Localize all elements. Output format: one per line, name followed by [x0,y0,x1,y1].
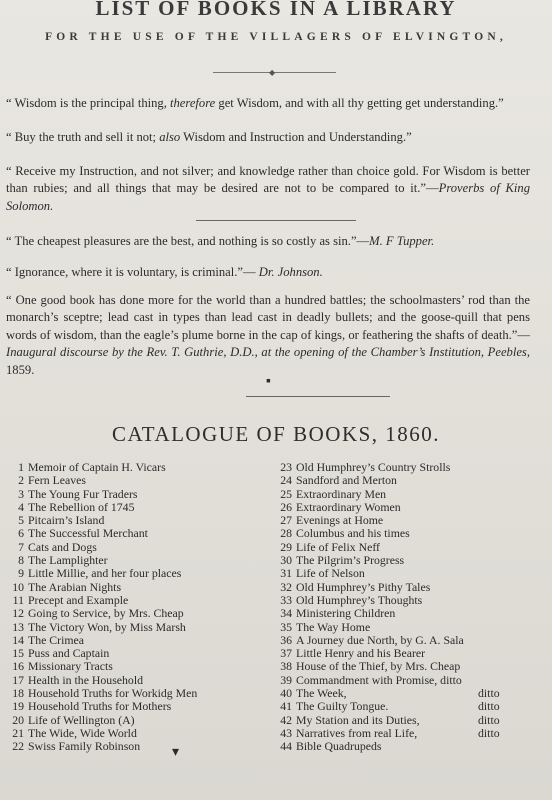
entry-title: The Arabian Nights [28,579,122,594]
entry-number: 20 [12,712,24,727]
entry-number: 25 [280,486,292,501]
entry-ditto: ditto [478,712,500,727]
entry-number: 18 [12,686,24,701]
entry-title: Columbus and his times [296,526,410,541]
catalogue-entry [8,727,276,740]
entry-title: The Way Home [296,619,371,634]
entry-number: 1 [18,460,24,474]
catalogue-entry [8,621,276,634]
catalogue-entry [274,501,546,514]
entry-title: Ministering Children [296,606,396,621]
entry-number: 24 [280,473,292,488]
page-title: LIST OF BOOKS IN A LIBRARY [95,0,457,20]
catalogue-entry [8,607,276,620]
entry-title: Health in the Household [28,672,143,687]
section-divider [246,396,390,397]
entry-number: 3 [18,486,24,501]
catalogue-entry [274,647,546,660]
entry-number: 15 [12,646,24,661]
entry-number: 32 [280,579,292,594]
catalogue-entry [8,461,276,474]
catalogue-entry [274,474,546,487]
entry-number: 12 [12,606,24,621]
entry-number: 41 [280,699,292,714]
entry-number: 14 [12,632,24,647]
catalogue-entry [274,581,546,594]
entry-title: Life of Wellington (A) [28,712,135,727]
entry-title: Life of Nelson [296,566,365,581]
catalogue-entry [274,740,546,753]
entry-number: 17 [12,672,24,687]
quote-johnson: “ Ignorance, where it is voluntary, is criminal.”— Dr. Johnson. [6,265,323,279]
entry-number: 38 [280,659,292,674]
catalogue-entry [8,700,276,713]
catalogue-entry [274,714,546,727]
catalogue-entry [274,634,546,647]
entry-number: 35 [280,619,292,634]
ink-mark: ▾ [172,745,180,760]
entry-number: 11 [12,592,24,607]
catalogue-entry [8,674,276,687]
catalogue-entry [8,594,276,607]
catalogue-entry [8,501,276,514]
entry-title: The Crimea [28,632,85,647]
catalogue-left-column [8,461,276,754]
entry-title: Memoir of Captain H. Vicars [28,460,166,474]
catalogue-entry [8,488,276,501]
entry-number: 44 [280,739,292,754]
catalogue-entry [8,527,276,540]
entry-title: Bible Quadrupeds [296,739,382,754]
catalogue-entry [274,527,546,540]
entry-title: Going to Service, by Mrs. Cheap [28,606,184,621]
entry-title: The Successful Merchant [28,526,148,541]
entry-number: 21 [12,725,24,740]
entry-title: Evenings at Home [296,513,384,528]
entry-ditto: ditto [478,725,500,740]
entry-title: Extraordinary Women [296,499,401,514]
catalogue-entry [274,621,546,634]
entry-title: Swiss Family Robinson [28,739,141,754]
entry-number: 16 [12,659,24,674]
entry-number: 5 [18,513,24,528]
entry-title: The Victory Won, by Miss Marsh [28,619,186,634]
catalogue-entry [8,687,276,700]
entry-title: Old Humphrey’s Country Strolls [296,460,451,474]
entry-number: 34 [280,606,292,621]
entry-title: The Lamplighter [28,553,108,568]
entry-title: Fern Leaves [28,473,86,488]
entry-number: 22 [12,739,24,754]
entry-number: 7 [18,539,24,554]
entry-number: 43 [280,725,292,740]
entry-title: The Wide, Wide World [28,725,137,740]
entry-title: Narratives from real Life, [296,725,418,740]
catalogue-entry [274,660,546,673]
catalogue-title: CATALOGUE OF BOOKS, 1860. [111,422,441,446]
entry-title: Pitcairn’s Island [28,513,105,528]
entry-number: 4 [18,499,24,514]
entry-title: The Guilty Tongue. [296,699,389,714]
catalogue-entry [8,581,276,594]
entry-number: 42 [280,712,292,727]
entry-title: Life of Felix Neff [296,539,380,554]
catalogue-entry [274,461,546,474]
entry-number: 10 [12,579,24,594]
entry-title: My Station and its Duties, [296,712,420,727]
entry-title: Missionary Tracts [28,659,113,674]
catalogue-entry [8,647,276,660]
entry-title: Sandford and Merton [296,473,397,488]
entry-number: 31 [280,566,292,581]
catalogue-entry [8,514,276,527]
entry-number: 8 [18,553,24,568]
quote-wisdom: “ Wisdom is the principal thing, therefore get Wisdom, and with all thy getting get understanding.” [6,96,504,110]
entry-number: 9 [18,566,24,581]
ornamental-rule [213,68,336,77]
catalogue-entry [8,660,276,673]
entry-number: 30 [280,553,292,568]
catalogue-entry [8,474,276,487]
entry-number: 33 [280,592,292,607]
catalogue-entry [274,567,546,580]
catalogue-entry [274,541,546,554]
entry-ditto: ditto [478,699,500,714]
ornament-icon: ◆ [269,68,276,77]
entry-number: 19 [12,699,24,714]
entry-title: The Young Fur Traders [28,486,138,501]
catalogue-entry [274,687,546,700]
entry-number: 26 [280,499,292,514]
entry-number: 29 [280,539,292,554]
quote-divider [196,220,356,221]
entry-number: 6 [18,526,24,541]
entry-title: A Journey due North, by G. A. Sala [296,632,464,647]
entry-number: 36 [280,632,292,647]
quote-truth: “ Buy the truth and sell it not; also Wisdom and Instruction and Understanding.” [6,130,412,144]
entry-number: 2 [18,473,24,488]
entry-number: 37 [280,646,292,661]
entry-title: Cats and Dogs [28,539,97,554]
catalogue-entry [274,607,546,620]
catalogue-entry [274,554,546,567]
catalogue-entry [274,514,546,527]
entry-title: Old Humphrey’s Pithy Tales [296,579,431,594]
entry-title: Commandment with Promise, ditto [296,672,462,687]
catalogue-entry [8,634,276,647]
quote-tupper: “ The cheapest pleasures are the best, and nothing is so costly as sin.”—M. F Tupper. [6,234,435,248]
catalogue-entry [274,674,546,687]
entry-title: Old Humphrey’s Thoughts [296,592,423,607]
catalogue-entry [8,554,276,567]
catalogue-entry [274,700,546,713]
entry-number: 23 [280,460,292,474]
entry-title: The Rebellion of 1745 [28,499,135,514]
catalogue-entry [274,488,546,501]
quote-guthrie: “ One good book has done more for the world than a hundred battles; the schoolmasters’ rod than the monarch’s sceptre; lead cast in types than lead cast in deadly bullets; and the goose-quill that pens words of wisdom, than the eagle’s plume borne in the cap of kings, or feathering the shafts of death.”—Inaugural discourse by the Rev. T. Guthrie, D.D., at the opening of the Chamber’s Institution, Peebles, 1859. [6,293,530,377]
entry-title: Little Millie, and her four places [28,566,182,581]
catalogue-right-column [274,461,546,754]
entry-number: 39 [280,672,292,687]
entry-title: Household Truths for Workidg Men [28,686,198,701]
entry-number: 13 [12,619,24,634]
entry-title: Household Truths for Mothers [28,699,172,714]
entry-number: 27 [280,513,292,528]
entry-ditto: ditto [478,686,500,701]
entry-title: The Pilgrim’s Progress [296,553,405,568]
page-subtitle: FOR THE USE OF THE VILLAGERS OF ELVINGTON, [45,31,507,43]
entry-title: Extraordinary Men [296,486,387,501]
ink-mark: ▪ [266,374,271,389]
entry-title: House of the Thief, by Mrs. Cheap [296,659,461,674]
entry-number: 40 [280,686,292,701]
quote-instruction: “ Receive my Instruction, and not silver; and knowledge rather than choice gold. For Wisdom is better than rubies; and all things that may be desired are not to be compared to it.”—Proverbs of King Solomon. [6,164,530,213]
catalogue-entry [274,727,546,740]
entry-title: Puss and Captain [28,646,110,661]
catalogue-entry [8,541,276,554]
entry-title: The Week, [296,686,347,701]
catalogue-entry [8,714,276,727]
entry-title: Little Henry and his Bearer [296,646,426,661]
entry-title: Precept and Example [28,592,129,607]
catalogue-entry [8,740,276,753]
entry-number: 28 [280,526,292,541]
catalogue-entry [274,594,546,607]
catalogue-entry [8,567,276,580]
